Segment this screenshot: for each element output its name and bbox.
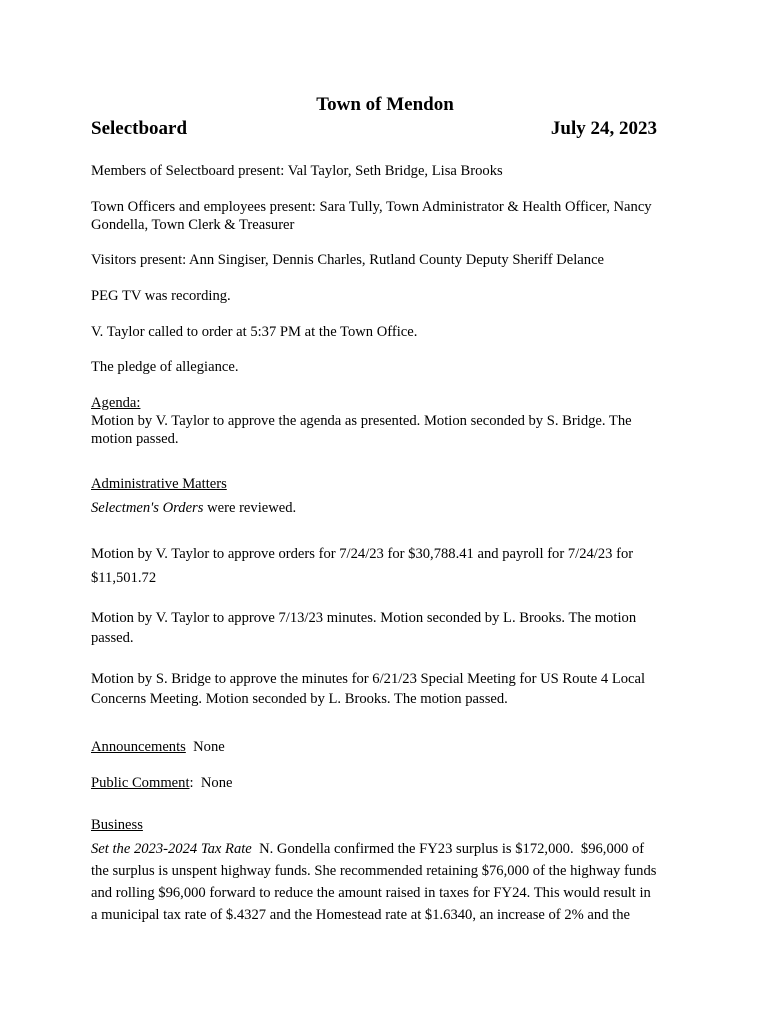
visitors-present: Visitors present: Ann Singiser, Dennis Charles, Rutland County Deputy Sheriff Delance [91,252,605,268]
orders-motion-line-1: Motion by V. Taylor to approve orders for 7/24/23 for $30,788.41 and payroll for 7/24/23 for [91,546,634,562]
officers-present-line-2: Gondella, Town Clerk & Treasurer [91,217,295,233]
tax-rate-title: Set the 2023-2024 Tax Rate [91,841,252,857]
agenda-heading: Agenda: [91,395,141,411]
board-name: Selectboard [91,118,188,139]
public-comment-line [91,774,232,792]
document-title: Town of Mendon [316,94,454,115]
public-comment-heading: Public Comment [91,775,190,791]
selectmens-orders-rest: were reviewed. [203,500,297,516]
announcements-heading: Announcements [91,739,186,755]
public-comment-value: : None [189,775,233,791]
tax-rate-line-4: a municipal tax rate of $.4327 and the Homestead rate at $1.6340, an increase of 2% and the [91,907,630,923]
business-heading: Business [91,817,143,833]
tax-rate-line-1 [91,840,644,858]
pledge: The pledge of allegiance. [91,359,239,375]
members-present: Members of Selectboard present: Val Taylor, Seth Bridge, Lisa Brooks [91,163,503,179]
call-to-order: V. Taylor called to order at 5:37 PM at the Town Office. [91,324,418,340]
meeting-date: July 24, 2023 [550,118,657,139]
selectmens-orders-title: Selectmen's Orders [91,500,204,516]
tax-rate-line-3: and rolling $96,000 forward to reduce the amount raised in taxes for FY24. This would result in [91,885,651,901]
peg-tv-note: PEG TV was recording. [91,288,231,304]
announcements-line [91,738,225,756]
minutes-motion-line-2: passed. [91,630,134,646]
selectmens-orders-line [91,499,296,517]
minutes-motion-line-1: Motion by V. Taylor to approve 7/13/23 minutes. Motion seconded by L. Brooks. The motion [91,610,637,626]
agenda-motion-line-2: motion passed. [91,431,179,447]
tax-rate-line-1-rest: N. Gondella confirmed the FY23 surplus is $172,000. $96,000 of [251,841,645,857]
officers-present-line-1: Town Officers and employees present: Sara Tully, Town Administrator & Health Officer, Nancy [91,199,652,215]
special-meeting-motion-line-1: Motion by S. Bridge to approve the minutes for 6/21/23 Special Meeting for US Route 4 Local [91,671,646,687]
admin-matters-heading: Administrative Matters [91,476,227,492]
agenda-motion-line-1: Motion by V. Taylor to approve the agenda as presented. Motion seconded by S. Bridge. The [91,413,632,429]
tax-rate-line-2: the surplus is unspent highway funds. She recommended retaining $76,000 of the highway funds [91,863,657,879]
special-meeting-motion-line-2: Concerns Meeting. Motion seconded by L. Brooks. The motion passed. [91,691,508,707]
orders-motion-line-2: $11,501.72 [91,570,157,586]
announcements-value: None [185,739,225,755]
